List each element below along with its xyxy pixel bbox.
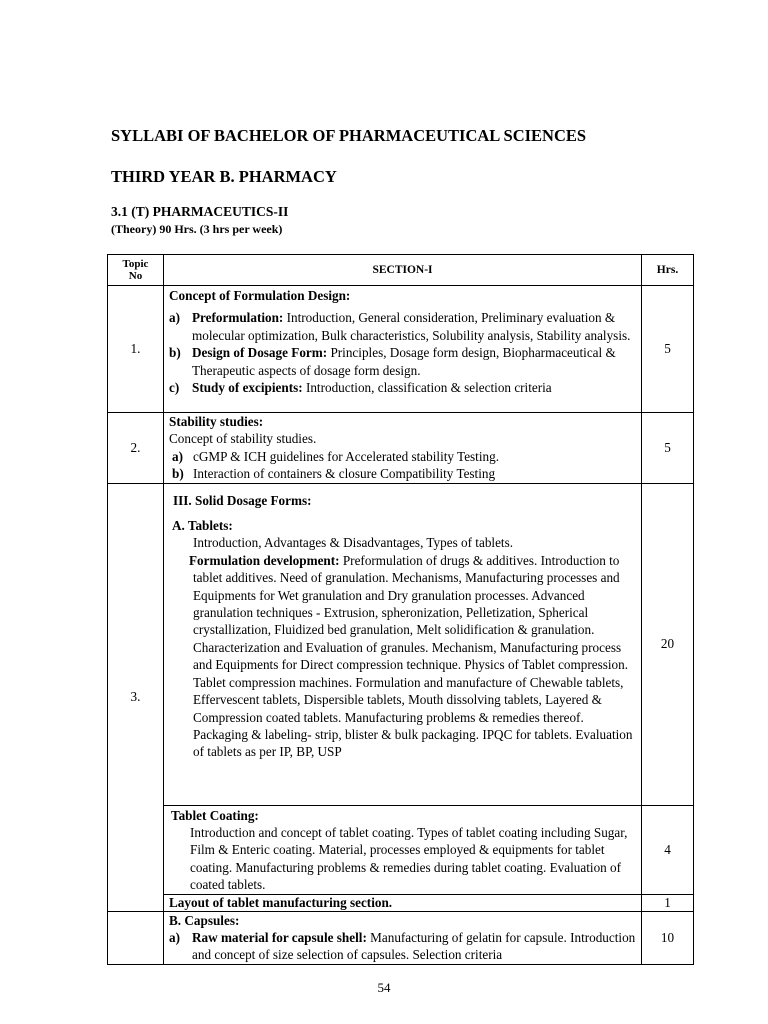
table-row [108, 805, 694, 894]
item-heading: Raw material for capsule shell: [192, 930, 367, 946]
topic-number: 2. [108, 413, 164, 484]
list-item [169, 929, 637, 964]
list-item [169, 448, 637, 465]
theory-hours: (Theory) 90 Hrs. (3 hrs per week) [111, 222, 283, 236]
item-text: Introduction, classification & selection criteria [302, 380, 552, 396]
item-heading: Design of Dosage Form: [192, 345, 328, 361]
item-text: Principles, Dosage form design, Biopharmaceutical & Therapeutic aspects of dosage form design. [192, 345, 616, 378]
item-text: Manufacturing of gelatin for capsule. Introduction and concept of size selection of capsules. Selection criteria [192, 930, 636, 963]
topic-content [164, 805, 642, 894]
topic-content [164, 413, 642, 484]
item-marker: a) [172, 448, 183, 464]
header-section: SECTION-I [164, 255, 642, 286]
table-header-row [108, 255, 694, 286]
topic-title: Layout of tablet manufacturing section. [164, 894, 642, 911]
topic-number-empty [108, 911, 164, 964]
topic-title: Concept of Formulation Design: [169, 288, 351, 303]
list-item [169, 379, 637, 396]
table-row [108, 413, 694, 484]
topic-hours: 5 [642, 286, 694, 413]
year-heading: THIRD YEAR B. PHARMACY [111, 167, 337, 186]
document-title: SYLLABI OF BACHELOR OF PHARMACEUTICAL SCIENCES [111, 126, 587, 145]
subject-heading: 3.1 (T) PHARMACEUTICS-II [111, 204, 289, 219]
item-heading: Formulation development: [189, 552, 340, 568]
item-heading: Study of excipients: [192, 380, 303, 396]
topic-hours: 4 [642, 805, 694, 894]
topic-title: Tablet Coating: [171, 807, 259, 823]
list-item [169, 309, 637, 344]
topic-title: III. Solid Dosage Forms: [173, 492, 312, 508]
topic-content [164, 483, 642, 805]
table-row [108, 286, 694, 413]
header-topic-no: Topic No [108, 255, 164, 286]
topic-title: B. Capsules: [169, 912, 240, 928]
topic-hours: 1 [642, 894, 694, 911]
topic-intro: Concept of stability studies. [169, 431, 317, 447]
item-marker: c) [169, 380, 180, 396]
item-marker: a) [169, 310, 180, 326]
item-marker: a) [169, 930, 180, 946]
topic-content [164, 911, 642, 964]
item-heading: Preformulation: [192, 310, 284, 326]
coating-text: Introduction and concept of tablet coating. Types of tablet coating including Sugar, Film & Enteric coating. Material, processes employed & equipments for tablet coating. Manufacturing problems & remedies during tablet coating. Evaluation of coated tablets. [190, 825, 628, 893]
list-item [169, 344, 637, 379]
topic-hours: 20 [642, 483, 694, 805]
topic-number: 3. [108, 483, 164, 911]
item-text: Introduction, General consideration, Preliminary evaluation & molecular optimization, Bulk characteristics, Solubility analysis, Stability analysis. [192, 310, 631, 343]
tablets-heading: A. Tablets: [172, 518, 233, 534]
item-text: cGMP & ICH guidelines for Accelerated stability Testing. [193, 448, 499, 464]
item-text: Interaction of containers & closure Compatibility Testing [193, 466, 496, 482]
item-marker: b) [169, 345, 181, 361]
tablets-intro: Introduction, Advantages & Disadvantages, Types of tablets. [193, 535, 514, 551]
item-marker: b) [172, 466, 184, 482]
topic-title: Stability studies: [169, 414, 264, 429]
topic-number: 1. [108, 286, 164, 413]
table-row [108, 911, 694, 964]
topic-hours: 5 [642, 413, 694, 484]
topic-content [164, 286, 642, 413]
formulation-development [169, 552, 637, 761]
list-item [169, 465, 637, 482]
item-text: Preformulation of drugs & additives. Introduction to tablet additives. Need of granulation. Mechanisms, Manufacturing processes and Equipments for Wet granulation and Dry granulation processes. Advanced granulation techniques - Extrusion, spheronization, Pelletization, Spherical crystallization, Fluidized bed granulation, Melt solidification & granulation. Characterization and Evaluation of granules. Mechanism, Manufacturing process and Equipments for Direct compression technique. Physics of Tablet compression. Tablet compression machines. Formulation and manufacture of Chewable tablets, Effervescent tablets, Dispersible tablets, Mouth dissolving tablets, Layered & Compression coated tablets. Manufacturing problems & remedies thereof. Packaging & labeling- strip, blister & bulk packaging. IPQC for tablets. Evaluation of tablets as per IP, BP, USP [193, 552, 633, 760]
header-hrs: Hrs. [642, 255, 694, 286]
page-number: 54 [377, 980, 391, 995]
syllabus-table [107, 254, 694, 965]
table-row [108, 894, 694, 911]
table-row [108, 483, 694, 805]
topic-hours: 10 [642, 911, 694, 964]
